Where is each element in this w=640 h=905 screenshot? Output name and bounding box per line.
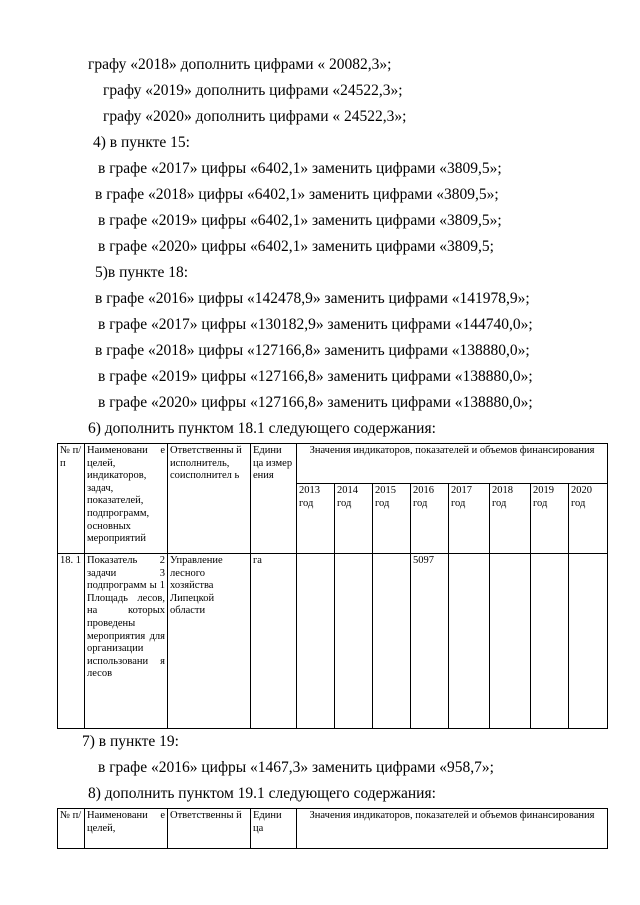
text-line: графу «2019» дополнить цифрами «24522,3»;	[103, 82, 403, 99]
header-year: 2018 год	[490, 484, 531, 554]
text-line: 8) дополнить пунктом 19.1 следующего содержания:	[88, 785, 436, 802]
header-year: 2016 год	[411, 484, 449, 554]
row-value	[569, 554, 608, 729]
indicators-table-18-1	[57, 443, 608, 729]
header-year: 2019 год	[531, 484, 569, 554]
text-line: графу «2020» дополнить цифрами « 24522,3»;	[103, 108, 407, 125]
header-year: 2020 год	[569, 484, 608, 554]
row-value	[449, 554, 490, 729]
indicators-table-19-1	[57, 808, 608, 849]
header-name: Наименовани е целей, индикаторов, задач, показателей, подпрограмм, основных мероприятий	[85, 444, 168, 554]
row-unit: га	[251, 554, 297, 729]
header-number: № п/	[58, 809, 85, 849]
text-line: в графе «2016» цифры «142478,9» заменить цифрами «141978,9»;	[95, 290, 530, 307]
row-value: 5097	[411, 554, 449, 729]
text-line: 6) дополнить пунктом 18.1 следующего содержания:	[88, 420, 436, 437]
row-value	[335, 554, 373, 729]
row-value	[531, 554, 569, 729]
row-value	[297, 554, 335, 729]
row-responsible: Управление лесного хозяйства Липецкой области	[168, 554, 251, 729]
header-year: 2014 год	[335, 484, 373, 554]
text-line: графу «2018» дополнить цифрами « 20082,3»;	[88, 56, 392, 73]
text-line: в графе «2017» цифры «130182,9» заменить цифрами «144740,0»;	[98, 316, 533, 333]
row-number: 18. 1	[58, 554, 85, 729]
text-line: 7) в пункте 19:	[82, 733, 179, 750]
header-values: Значения индикаторов, показателей и объемов финансирования	[297, 809, 608, 849]
text-line: в графе «2020» цифры «127166,8» заменить цифрами «138880,0»;	[98, 394, 533, 411]
text-line: в графе «2018» цифры «127166,8» заменить цифрами «138880,0»;	[95, 342, 530, 359]
text-line: в графе «2020» цифры «6402,1» заменить цифрами «3809,5;	[98, 238, 494, 255]
header-responsible: Ответственны й	[168, 809, 251, 849]
text-line: в графе «2016» цифры «1467,3» заменить цифрами «958,7»;	[98, 759, 494, 776]
header-year: 2013 год	[297, 484, 335, 554]
header-values: Значения индикаторов, показателей и объемов финансирования	[297, 444, 608, 484]
header-name: Наименовани е целей,	[85, 809, 168, 849]
text-line: 4) в пункте 15:	[93, 134, 190, 151]
text-line: в графе «2018» цифры «6402,1» заменить цифрами «3809,5»;	[95, 186, 499, 203]
text-line: в графе «2019» цифры «6402,1» заменить цифрами «3809,5»;	[98, 212, 502, 229]
row-name: Показатель 2 задачи 3 подпрограмм ы 1 Площадь лесов, на которых проведены мероприятия для организации использовани я лесов	[85, 554, 168, 729]
header-unit: Едини ца	[251, 809, 297, 849]
header-responsible: Ответственны й исполнитель, соисполнител ь	[168, 444, 251, 554]
text-line: в графе «2019» цифры «127166,8» заменить цифрами «138880,0»;	[98, 368, 533, 385]
row-value	[373, 554, 411, 729]
header-unit: Едини ца измер ения	[251, 444, 297, 554]
row-value	[490, 554, 531, 729]
text-line: 5)в пункте 18:	[95, 264, 189, 281]
text-line: в графе «2017» цифры «6402,1» заменить цифрами «3809,5»;	[98, 160, 502, 177]
header-year: 2017 год	[449, 484, 490, 554]
header-year: 2015 год	[373, 484, 411, 554]
header-number: № п/ п	[58, 444, 85, 554]
